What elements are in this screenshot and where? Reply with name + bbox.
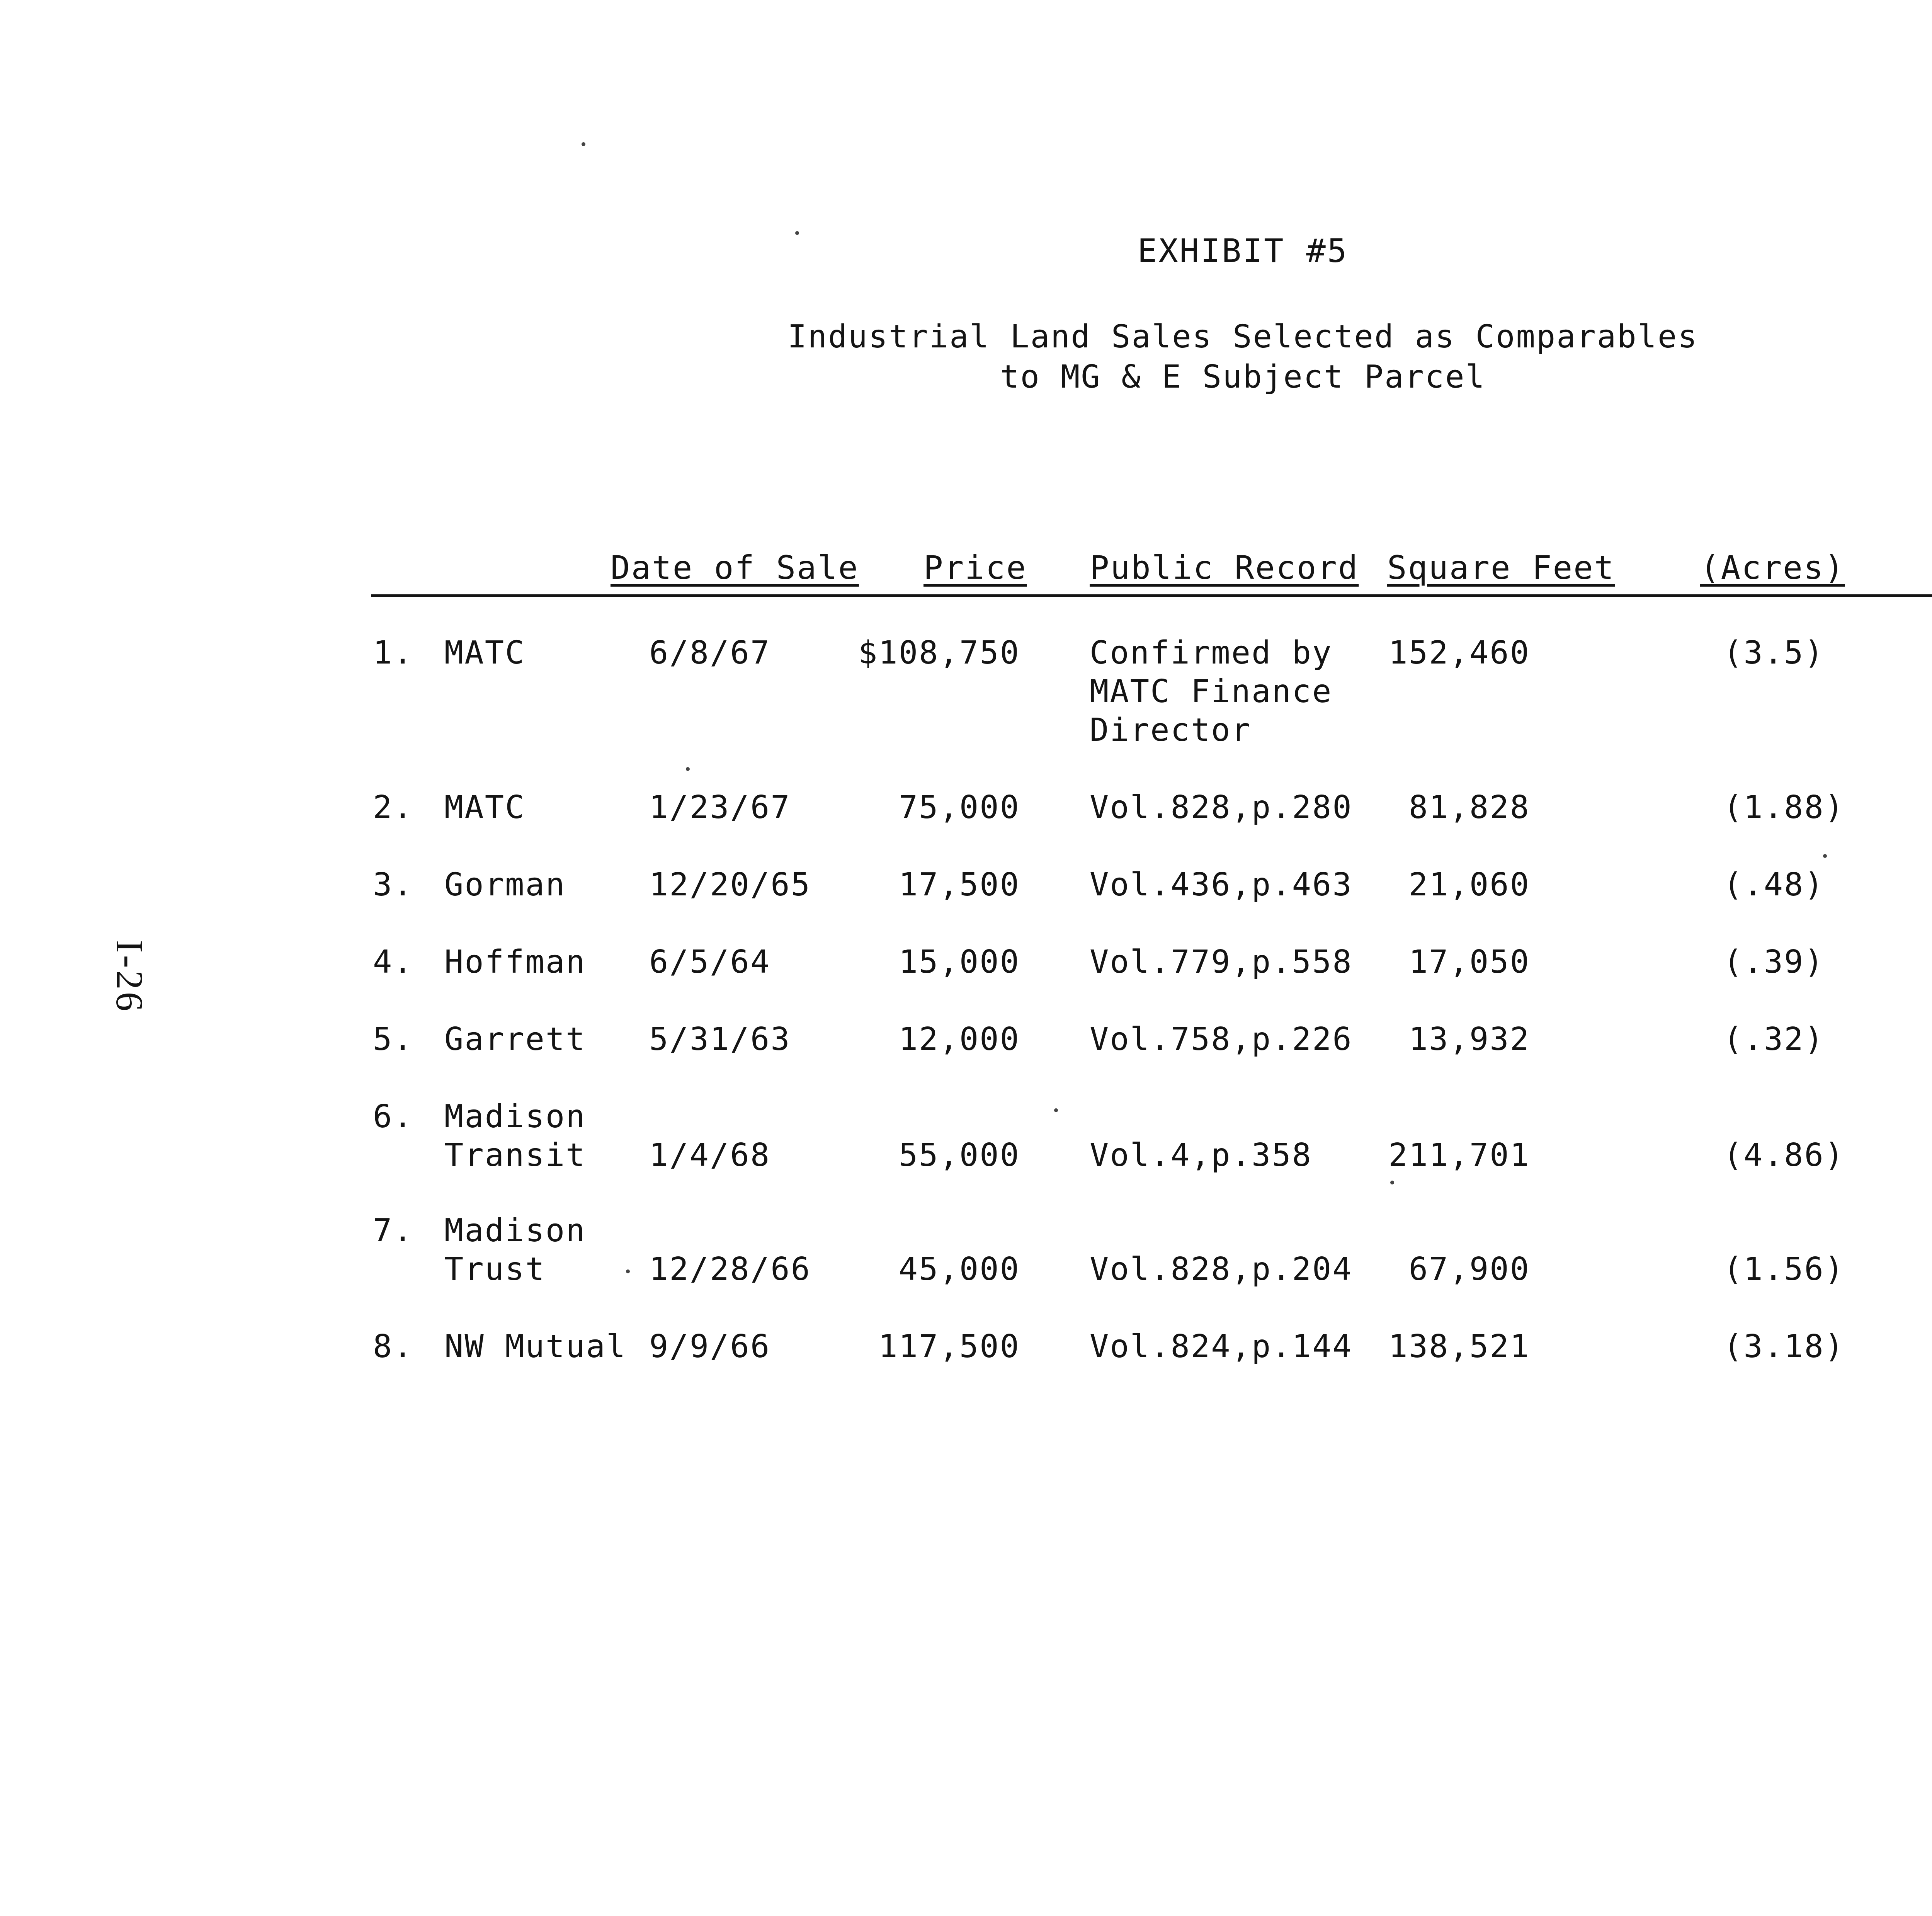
row-price: $108,750	[858, 635, 1020, 671]
row-date: 6/8/67	[649, 635, 771, 671]
row-square-feet: 138,521	[1388, 1328, 1530, 1365]
row-number: 3.	[373, 866, 413, 903]
scan-speck	[686, 767, 690, 771]
row-acres: (1.56)	[1723, 1251, 1845, 1288]
row-acres: (3.18)	[1723, 1328, 1845, 1365]
table-subtitle	[0, 317, 1932, 397]
scan-speck	[582, 142, 585, 146]
row-public-record: Vol.436,p.463	[1090, 866, 1353, 903]
row-name: MATC	[444, 789, 526, 826]
row-name: Madison	[444, 1212, 586, 1249]
row-square-feet: 211,701	[1388, 1137, 1530, 1174]
scan-speck	[1823, 854, 1827, 858]
row-acres: (.32)	[1723, 1021, 1825, 1058]
row-price: 12,000	[898, 1021, 1020, 1058]
header-acres: (Acres)	[1700, 549, 1845, 587]
row-acres: (.39)	[1723, 944, 1825, 980]
row-price: 75,000	[898, 789, 1020, 826]
row-number: 1.	[373, 635, 413, 671]
row-price: 117,500	[878, 1328, 1020, 1365]
row-public-record: Vol.824,p.144	[1090, 1328, 1353, 1365]
row-square-feet: 21,060	[1408, 866, 1530, 903]
row-square-feet: 17,050	[1408, 944, 1530, 980]
row-number: 4.	[373, 944, 413, 980]
row-public-record: Vol.828,p.280	[1090, 789, 1353, 826]
row-number: 5.	[373, 1021, 413, 1058]
row-public-record-line-2: MATC Finance	[1090, 673, 1333, 710]
row-name: Madison	[444, 1098, 586, 1135]
header-price: Price	[923, 549, 1027, 587]
row-number: 7.	[373, 1212, 413, 1249]
row-date: 1/23/67	[649, 789, 791, 826]
row-acres: (4.86)	[1723, 1137, 1845, 1174]
row-square-feet: 81,828	[1408, 789, 1530, 826]
row-price: 15,000	[898, 944, 1020, 980]
row-number: 2.	[373, 789, 413, 826]
scan-speck	[795, 231, 799, 235]
header-square-feet: Square Feet	[1387, 549, 1615, 587]
row-public-record: Vol.4,p.358	[1090, 1137, 1313, 1174]
row-acres: (1.88)	[1723, 789, 1845, 826]
row-public-record: Confirmed by	[1090, 635, 1333, 671]
row-public-record-line-3: Director	[1090, 712, 1252, 749]
row-date: 5/31/63	[649, 1021, 791, 1058]
row-date: 1/4/68	[649, 1137, 771, 1174]
row-name: MATC	[444, 635, 526, 671]
row-public-record: Vol.828,p.204	[1090, 1251, 1353, 1288]
subtitle-line-1: Industrial Land Sales Selected as Comparables	[787, 318, 1698, 355]
exhibit-title: EXHIBIT #5	[1137, 232, 1349, 270]
row-name: Gorman	[444, 866, 566, 903]
page-number-label: I-26	[108, 940, 151, 1014]
scan-speck	[1054, 1108, 1058, 1112]
row-public-record: Vol.758,p.226	[1090, 1021, 1353, 1058]
row-name: Hoffman	[444, 944, 586, 980]
row-square-feet: 67,900	[1408, 1251, 1530, 1288]
row-date: 9/9/66	[649, 1328, 771, 1365]
header-public-record: Public Record	[1090, 549, 1359, 587]
header-date-of-sale: Date of Sale	[611, 549, 859, 587]
row-date: 12/20/65	[649, 866, 811, 903]
row-acres: (.48)	[1723, 866, 1825, 903]
row-price: 45,000	[898, 1251, 1020, 1288]
row-name: NW Mutual	[444, 1328, 627, 1365]
scan-speck	[626, 1269, 630, 1273]
row-name-line-2: Transit	[444, 1137, 586, 1174]
row-price: 17,500	[898, 866, 1020, 903]
row-number: 6.	[373, 1098, 413, 1135]
subtitle-line-2: to MG & E Subject Parcel	[1000, 359, 1486, 395]
row-number: 8.	[373, 1328, 413, 1365]
row-public-record: Vol.779,p.558	[1090, 944, 1353, 980]
row-date: 6/5/64	[649, 944, 771, 980]
row-price: 55,000	[898, 1137, 1020, 1174]
row-name: Garrett	[444, 1021, 586, 1058]
header-rule	[371, 594, 1932, 597]
row-date: 12/28/66	[649, 1251, 811, 1288]
row-acres: (3.5)	[1723, 635, 1825, 671]
row-name-line-2: Trust	[444, 1251, 546, 1288]
row-square-feet: 13,932	[1408, 1021, 1530, 1058]
row-square-feet: 152,460	[1388, 635, 1530, 671]
scan-speck	[1390, 1181, 1394, 1184]
